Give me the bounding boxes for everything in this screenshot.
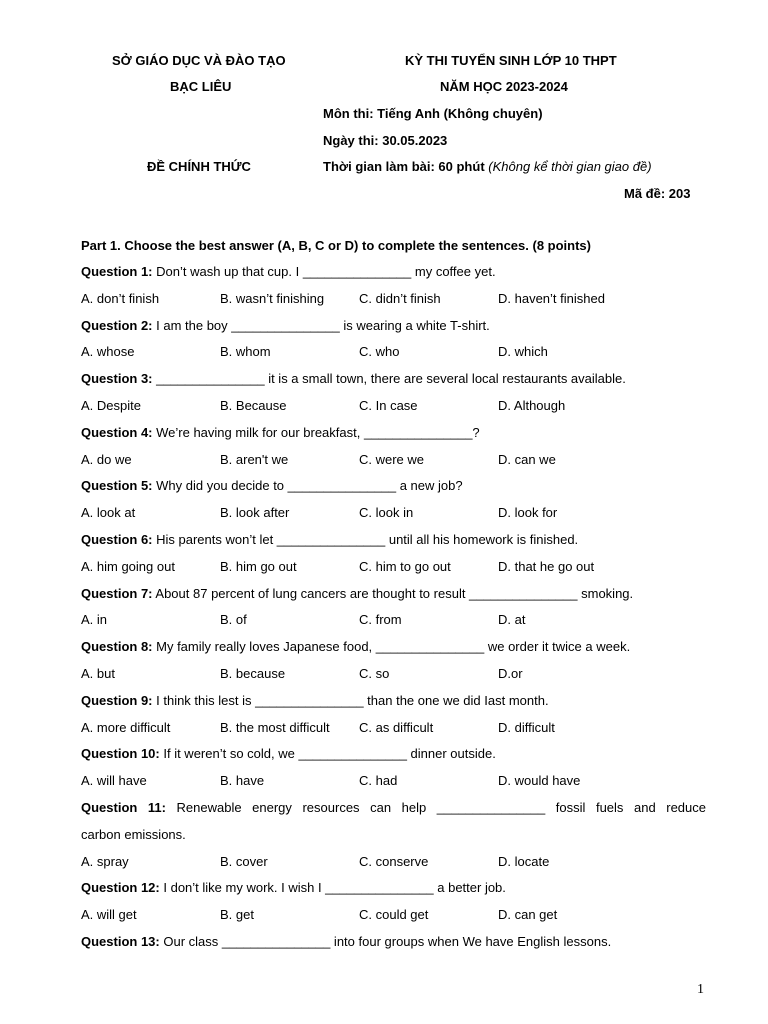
official-label: ĐỀ CHÍNH THỨC <box>147 159 251 174</box>
option-c[interactable]: C. him to go out <box>359 558 451 574</box>
department-location: BẠC LIÊU <box>170 79 232 94</box>
option-c[interactable]: C. who <box>359 344 400 360</box>
option-d[interactable]: D. that he go out <box>498 558 595 574</box>
option-d[interactable]: D. locate <box>498 853 550 869</box>
option-d[interactable]: D. can we <box>498 451 556 467</box>
question-label: Question 10: <box>81 746 160 762</box>
option-d[interactable]: D. can get <box>498 907 558 923</box>
question-text: Why did you decide to _______________ a new job? <box>152 478 463 494</box>
question-label: Question 7: <box>81 585 153 601</box>
answer-options <box>81 606 706 633</box>
question-label: Question 13: <box>81 934 160 949</box>
exam-subject: Môn thi: Tiếng Anh (Không chuyên) <box>323 106 543 121</box>
question-label: Question 11: <box>81 800 166 815</box>
option-c[interactable]: C. as difficult <box>359 719 434 735</box>
option-c[interactable]: C. didn’t finish <box>359 290 441 306</box>
question-label: Question 5: <box>81 478 153 494</box>
option-d[interactable]: D. haven’t finished <box>498 290 605 306</box>
option-b[interactable]: B. Because <box>220 398 287 413</box>
option-d[interactable]: D. Although <box>498 398 566 413</box>
option-c[interactable]: C. were we <box>359 451 425 467</box>
question-label: Question 12: <box>81 880 160 896</box>
question-text: His parents won’t let _______________ until all his homework is finished. <box>152 532 579 547</box>
exam-title: KỲ THI TUYỂN SINH LỚP 10 THPT <box>405 53 617 68</box>
question-text: We’re having milk for our breakfast, _______________? <box>152 424 480 440</box>
answer-options <box>81 392 706 419</box>
question-8 <box>81 633 706 660</box>
question-label: Question 9: <box>81 692 153 708</box>
question-text: My family really loves Japanese food, _______________ we order it twice a week. <box>152 639 631 655</box>
option-c[interactable]: C. from <box>359 612 402 628</box>
option-d[interactable]: D.or <box>498 666 523 681</box>
answer-options <box>81 499 706 526</box>
question-12 <box>81 874 706 901</box>
question-text: I think this lest is _______________ than the one we did Iast month. <box>152 692 549 708</box>
option-c[interactable]: C. so <box>359 666 390 681</box>
option-a[interactable]: A. will have <box>81 773 147 789</box>
option-d[interactable]: D. would have <box>498 773 581 789</box>
option-a[interactable]: A. but <box>81 666 115 681</box>
option-a[interactable]: A. in <box>81 612 108 628</box>
question-label: Question 8: <box>81 639 153 655</box>
option-b[interactable]: B. look after <box>220 505 290 521</box>
exam-duration <box>323 159 652 174</box>
department-name: SỞ GIÁO DỤC VÀ ĐÀO TẠO <box>112 53 286 68</box>
option-b[interactable]: B. get <box>220 907 254 923</box>
exam-code: Mã đề: 203 <box>624 186 691 201</box>
option-b[interactable]: B. the most difficult <box>220 719 330 735</box>
part-title: Part 1. Choose the best answer (A, B, C or D) to complete the sentences. (8 points) <box>81 238 591 253</box>
option-d[interactable]: D. look for <box>498 505 558 521</box>
question-1 <box>81 258 706 285</box>
option-a[interactable]: A. look at <box>81 505 136 521</box>
question-7 <box>81 580 706 607</box>
option-a[interactable]: A. him going out <box>81 558 175 574</box>
option-c[interactable]: C. In case <box>359 398 418 413</box>
option-d[interactable]: D. which <box>498 344 548 360</box>
question-11-continued: carbon emissions. <box>81 826 186 842</box>
option-c[interactable]: C. look in <box>359 505 414 521</box>
answer-options <box>81 338 706 365</box>
question-5 <box>81 472 706 499</box>
question-text: I don’t like my work. I wish I _______________ a better job. <box>159 880 506 896</box>
answer-options <box>81 901 706 928</box>
option-d[interactable]: D. difficult <box>498 719 555 735</box>
option-b[interactable]: B. whom <box>220 344 271 360</box>
page-number: 1 <box>697 982 704 997</box>
option-a[interactable]: A. whose <box>81 344 135 360</box>
question-13 <box>81 928 706 955</box>
question-label: Question 2: <box>81 317 153 333</box>
exam-date: Ngày thi: 30.05.2023 <box>323 133 448 148</box>
option-a[interactable]: A. spray <box>81 853 129 869</box>
answer-options <box>81 714 706 741</box>
question-3 <box>81 365 706 392</box>
duration-text: Thời gian làm bài: 60 phút <box>323 159 485 174</box>
answer-options <box>81 660 706 687</box>
question-label: Question 1: <box>81 264 153 279</box>
option-c[interactable]: C. had <box>359 773 398 789</box>
question-label: Question 6: <box>81 532 153 547</box>
question-text: Our class _______________ into four groups when We have English lessons. <box>159 934 612 949</box>
option-d[interactable]: D. at <box>498 612 526 628</box>
question-10 <box>81 740 706 767</box>
question-text: I am the boy _______________ is wearing a white T-shirt. <box>152 317 490 333</box>
question-4 <box>81 419 706 446</box>
answer-options <box>81 553 706 580</box>
option-b[interactable]: B. aren't we <box>220 451 289 467</box>
question-text: Renewable energy resources can help _______________ fossil fuels and reduce <box>165 800 706 815</box>
option-b[interactable]: B. cover <box>220 853 268 869</box>
option-b[interactable]: B. wasn’t finishing <box>220 290 325 306</box>
option-b[interactable]: B. because <box>220 666 286 681</box>
question-6 <box>81 526 706 553</box>
answer-options <box>81 848 706 875</box>
option-a[interactable]: A. do we <box>81 451 132 467</box>
option-a[interactable]: A. don’t finish <box>81 290 160 306</box>
question-11 <box>81 794 706 821</box>
answer-options <box>81 767 706 794</box>
question-text: If it weren’t so cold, we _______________ dinner outside. <box>159 746 496 762</box>
school-year: NĂM HỌC 2023-2024 <box>440 79 568 94</box>
question-2 <box>81 312 706 339</box>
option-b[interactable]: B. have <box>220 773 265 789</box>
question-text: About 87 percent of lung cancers are thought to result _______________ smoking. <box>152 585 634 601</box>
question-9 <box>81 687 706 714</box>
answer-options <box>81 446 706 473</box>
option-b[interactable]: B. him go out <box>220 558 297 574</box>
option-a[interactable]: A. Despite <box>81 398 141 413</box>
option-b[interactable]: B. of <box>220 612 247 628</box>
question-text: _______________ it is a small town, there are several local restaurants available. <box>152 371 626 387</box>
question-label: Question 3: <box>81 371 153 387</box>
option-c[interactable]: C. conserve <box>359 853 429 869</box>
option-c[interactable]: C. could get <box>359 907 429 923</box>
option-a[interactable]: A. will get <box>81 907 137 923</box>
duration-note: (Không kể thời gian giao đề) <box>488 159 652 174</box>
answer-options <box>81 285 706 312</box>
question-text: Don’t wash up that cup. I _______________ my coffee yet. <box>152 264 496 279</box>
question-label: Question 4: <box>81 424 153 440</box>
option-a[interactable]: A. more difficult <box>81 719 171 735</box>
